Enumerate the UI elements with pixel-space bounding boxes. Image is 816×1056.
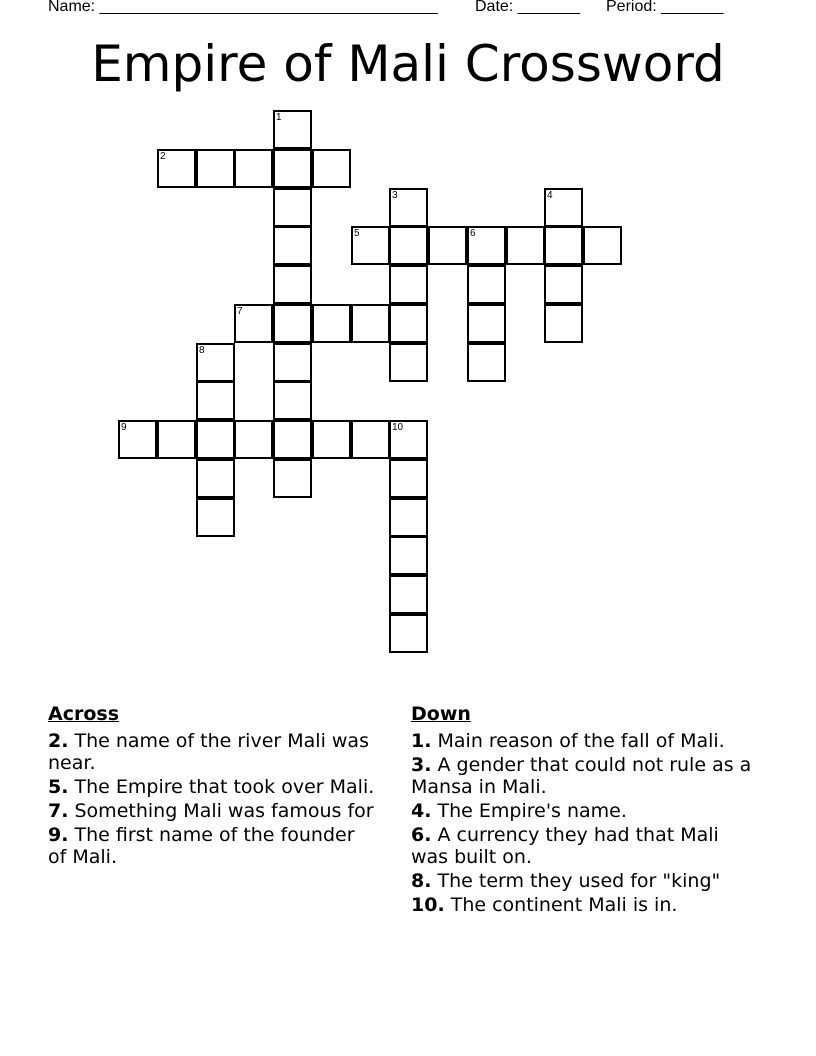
crossword-cell[interactable] <box>196 498 235 537</box>
down-clue-4 <box>411 800 761 822</box>
crossword-cell[interactable] <box>273 459 312 498</box>
crossword-cell[interactable] <box>544 304 583 343</box>
clue-number: 8. <box>411 870 432 892</box>
crossword-cell[interactable] <box>389 420 428 459</box>
clue-text: Something Mali was famous for <box>74 800 374 822</box>
clue-number: 4. <box>411 800 432 822</box>
crossword-cell[interactable] <box>389 498 428 537</box>
crossword-cell[interactable] <box>389 304 428 343</box>
clue-text: A currency they had that Mali was built on. <box>411 824 719 868</box>
crossword-cell[interactable] <box>389 188 428 227</box>
crossword-cell[interactable] <box>544 226 583 265</box>
period-field[interactable]: Period: _______ <box>606 0 724 15</box>
crossword-cell[interactable] <box>312 420 351 459</box>
crossword-cell[interactable] <box>389 343 428 382</box>
crossword-cell[interactable] <box>583 226 622 265</box>
crossword-cell[interactable] <box>273 226 312 265</box>
clue-text: The Empire that took over Mali. <box>74 776 375 798</box>
crossword-cell[interactable] <box>273 265 312 304</box>
clue-number: 5. <box>48 776 69 798</box>
crossword-cell[interactable] <box>312 149 351 188</box>
down-clue-8 <box>411 870 761 892</box>
clue-number: 2. <box>48 730 69 752</box>
down-clues <box>411 702 761 918</box>
cell-number: 8 <box>199 345 205 356</box>
across-clue-2 <box>48 730 378 774</box>
crossword-cell[interactable] <box>428 226 467 265</box>
cell-number: 4 <box>547 190 553 201</box>
clue-number: 7. <box>48 800 69 822</box>
cell-number: 7 <box>237 306 243 317</box>
crossword-cell[interactable] <box>273 188 312 227</box>
clue-number: 3. <box>411 754 432 776</box>
crossword-cell[interactable] <box>273 149 312 188</box>
cell-number: 9 <box>121 422 127 433</box>
down-clue-10 <box>411 894 761 916</box>
crossword-cell[interactable] <box>389 459 428 498</box>
crossword-cell[interactable] <box>196 381 235 420</box>
cell-number: 6 <box>470 228 476 239</box>
crossword-cell[interactable] <box>234 420 273 459</box>
across-clue-9 <box>48 824 378 868</box>
crossword-cell[interactable] <box>544 265 583 304</box>
cell-number: 5 <box>354 228 360 239</box>
crossword-cell[interactable] <box>351 226 390 265</box>
down-heading: Down <box>411 703 471 725</box>
across-clue-5 <box>48 776 378 798</box>
crossword-cell[interactable] <box>351 304 390 343</box>
crossword-cell[interactable] <box>312 304 351 343</box>
page-title: Empire of Mali Crossword <box>91 35 725 93</box>
crossword-cell[interactable] <box>351 420 390 459</box>
clue-number: 9. <box>48 824 69 846</box>
crossword-cell[interactable] <box>467 304 506 343</box>
clue-text: The first name of the founder of Mali. <box>48 824 355 868</box>
crossword-cell[interactable] <box>389 536 428 575</box>
across-clues <box>48 702 378 870</box>
crossword-cell[interactable] <box>389 575 428 614</box>
clue-text: The Empire's name. <box>437 800 627 822</box>
crossword-cell[interactable] <box>467 343 506 382</box>
crossword-cell[interactable] <box>196 420 235 459</box>
name-field[interactable]: Name: ______________________________________ <box>48 0 438 15</box>
crossword-cell[interactable] <box>506 226 545 265</box>
clue-text: A gender that could not rule as a Mansa in Mali. <box>411 754 752 798</box>
crossword-cell[interactable] <box>234 149 273 188</box>
clue-text: Main reason of the fall of Mali. <box>437 730 725 752</box>
cell-number: 10 <box>392 422 404 433</box>
crossword-cell[interactable] <box>196 149 235 188</box>
crossword-cell[interactable] <box>273 304 312 343</box>
crossword-cell[interactable] <box>273 420 312 459</box>
crossword-cell[interactable] <box>196 343 235 382</box>
clue-text: The continent Mali is in. <box>450 894 678 916</box>
clue-text: The term they used for "king" <box>437 870 721 892</box>
cell-number: 1 <box>276 112 282 123</box>
date-field[interactable]: Date: _______ <box>475 0 580 15</box>
crossword-cell[interactable] <box>467 226 506 265</box>
clue-number: 10. <box>411 894 445 916</box>
clue-number: 1. <box>411 730 432 752</box>
across-heading: Across <box>48 703 120 725</box>
crossword-cell[interactable] <box>273 343 312 382</box>
clue-text: The name of the river Mali was near. <box>48 730 369 774</box>
cell-number: 3 <box>392 190 398 201</box>
across-clue-7 <box>48 800 378 822</box>
crossword-cell[interactable] <box>234 304 273 343</box>
crossword-cell[interactable] <box>273 381 312 420</box>
cell-number: 2 <box>160 151 166 162</box>
clue-number: 6. <box>411 824 432 846</box>
crossword-cell[interactable] <box>389 614 428 653</box>
down-clue-6 <box>411 824 761 868</box>
down-clue-1 <box>411 730 761 752</box>
crossword-cell[interactable] <box>544 188 583 227</box>
crossword-cell[interactable] <box>157 420 196 459</box>
crossword-cell[interactable] <box>389 226 428 265</box>
crossword-cell[interactable] <box>467 265 506 304</box>
crossword-cell[interactable] <box>196 459 235 498</box>
crossword-cell[interactable] <box>118 420 157 459</box>
crossword-cell[interactable] <box>157 149 196 188</box>
crossword-cell[interactable] <box>389 265 428 304</box>
crossword-cell[interactable] <box>273 110 312 149</box>
down-clue-3 <box>411 754 761 798</box>
